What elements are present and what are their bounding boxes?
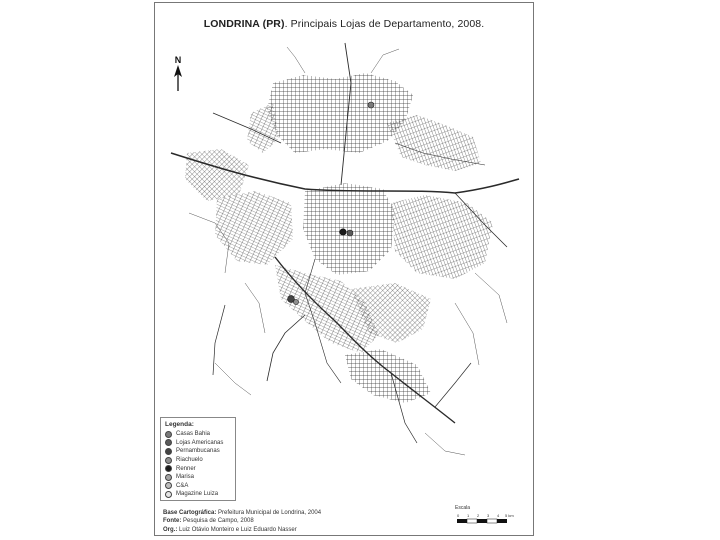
scale-tick-2: 2 [477,513,480,518]
legend-label: Lojas Americanas [176,439,224,446]
scale-tick-0: 0 [457,513,460,518]
scale-tick-1: 1 [467,513,470,518]
map-footer [163,509,321,534]
legend-dot [165,474,172,481]
map-title-rest: . Principais Lojas de Departamento, 2008. [284,18,485,30]
legend-dot [165,482,172,489]
southeast-road [435,363,471,407]
legend-label: C&A [176,482,189,489]
footer-fonte: Fonte: Pesquisa de Campo, 2008 [163,518,254,525]
legend-item [165,430,231,439]
scale-label: Escala [455,505,471,511]
legend-item [165,439,231,448]
legend-dot [165,465,172,472]
urban-area [185,73,493,403]
map-title-bold: LONDRINA (PR) [203,18,285,30]
legend-dot [165,457,172,464]
store-marker-south-2 [293,299,298,304]
legend-item [165,447,231,456]
legend-dot [165,431,172,438]
scale-bar [455,505,517,525]
legend-dot [165,439,172,446]
west-district [215,191,293,265]
southwest-road [267,315,305,381]
east-district [391,195,493,279]
northwest-district [247,103,279,153]
store-marker-center-2 [347,230,353,236]
central-district [303,183,395,275]
legend-label: Pernambucanas [176,448,220,455]
north-district [267,73,413,153]
legend-label: Riachuelo [176,457,203,464]
scale-tick-3: 3 [487,513,490,518]
legend-item [165,456,231,465]
legend-item [165,464,231,473]
legend-item [165,482,231,491]
legend-label: Renner [176,465,196,472]
footer-base: Base Cartográfica: Prefeitura Municipal de Londrina, 2004 [163,510,322,516]
west-road [213,305,225,375]
legend-label: Magazine Luiza [176,491,219,498]
northeast-district [387,115,481,171]
legend-item [165,490,231,499]
north-label: N [174,55,182,65]
legend-label: Marisa [176,474,195,481]
legend-dot [165,448,172,455]
store-marker-center-1 [340,229,346,235]
legend-dot [165,491,172,498]
footer-org: Org.: Luiz Otávio Monteiro e Luiz Eduardo Nasser [163,526,297,533]
store-marker-north [368,102,374,108]
legend-label: Casas Bahia [176,431,211,438]
map-legend [160,417,236,501]
scale-tick-5: 5 km [505,513,514,518]
scale-tick-4: 4 [497,513,500,518]
legend-item [165,473,231,482]
far-west-district [185,149,249,201]
legend-title: Legenda: [165,421,194,428]
map-sheet [154,2,534,536]
